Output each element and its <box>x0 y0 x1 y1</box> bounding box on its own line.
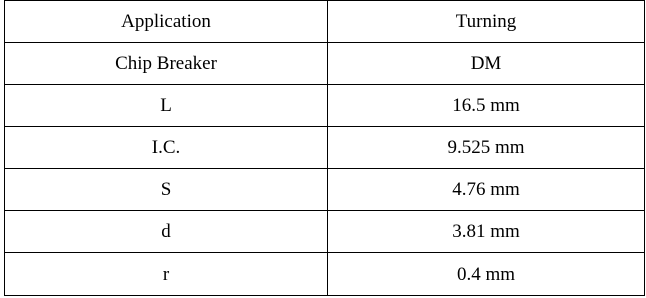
row-label-cell: L <box>5 85 328 127</box>
table-row <box>5 1 645 43</box>
row-value-cell: 0.4 mm <box>328 253 645 296</box>
row-label-cell: Chip Breaker <box>5 43 328 85</box>
table-row <box>5 211 645 253</box>
row-label-cell: r <box>5 253 328 296</box>
row-label-cell: I.C. <box>5 127 328 169</box>
table-row <box>5 43 645 85</box>
table-row <box>5 253 645 296</box>
row-value-cell: 16.5 mm <box>328 85 645 127</box>
table-row <box>5 85 645 127</box>
row-value-cell: Turning <box>328 1 645 43</box>
table-row <box>5 169 645 211</box>
row-label-cell: d <box>5 211 328 253</box>
row-label-cell: S <box>5 169 328 211</box>
row-value-cell: 9.525 mm <box>328 127 645 169</box>
row-value-cell: 3.81 mm <box>328 211 645 253</box>
row-value-cell: DM <box>328 43 645 85</box>
insert-spec-table <box>4 0 645 296</box>
table-row <box>5 127 645 169</box>
row-value-cell: 4.76 mm <box>328 169 645 211</box>
row-label-cell: Application <box>5 1 328 43</box>
